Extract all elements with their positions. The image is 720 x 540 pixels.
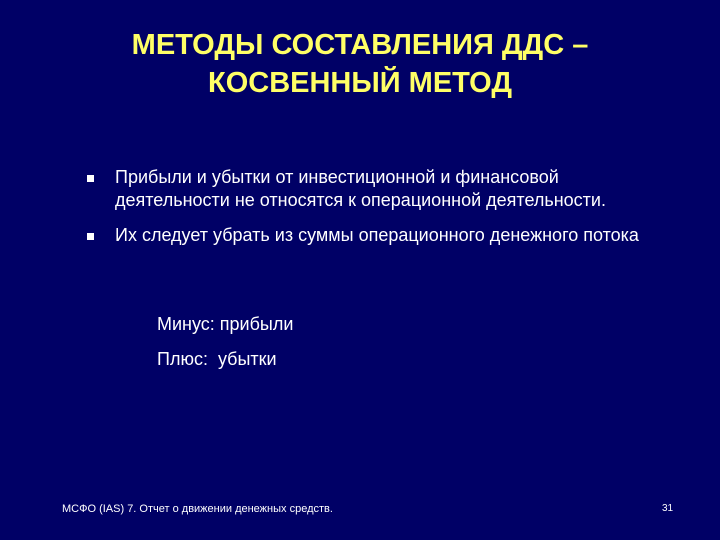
title-line-1: МЕТОДЫ СОСТАВЛЕНИЯ ДДС – bbox=[131, 29, 589, 61]
footer-source: МСФО (IAS) 7. Отчет о движении денежных средств. bbox=[62, 503, 333, 515]
plus-losses-line: Плюс: убытки bbox=[157, 349, 277, 369]
page-number: 31 bbox=[662, 503, 674, 514]
slide-title bbox=[60, 26, 660, 102]
minus-profits-line: Минус: прибыли bbox=[157, 314, 294, 334]
bullet-item-2 bbox=[80, 224, 660, 247]
square-bullet-icon bbox=[87, 175, 94, 182]
bullet-list bbox=[80, 166, 660, 259]
square-bullet-icon bbox=[87, 233, 94, 240]
title-line-2: КОСВЕННЫЙ МЕТОД bbox=[208, 67, 512, 99]
bullet-text-1: Прибыли и убытки от инвестиционной и финансовой деятельности не относятся к операционной деятельности. bbox=[115, 167, 606, 210]
bullet-item-1 bbox=[80, 166, 660, 212]
bullet-text-2: Их следует убрать из суммы операционного денежного потока bbox=[115, 225, 639, 245]
